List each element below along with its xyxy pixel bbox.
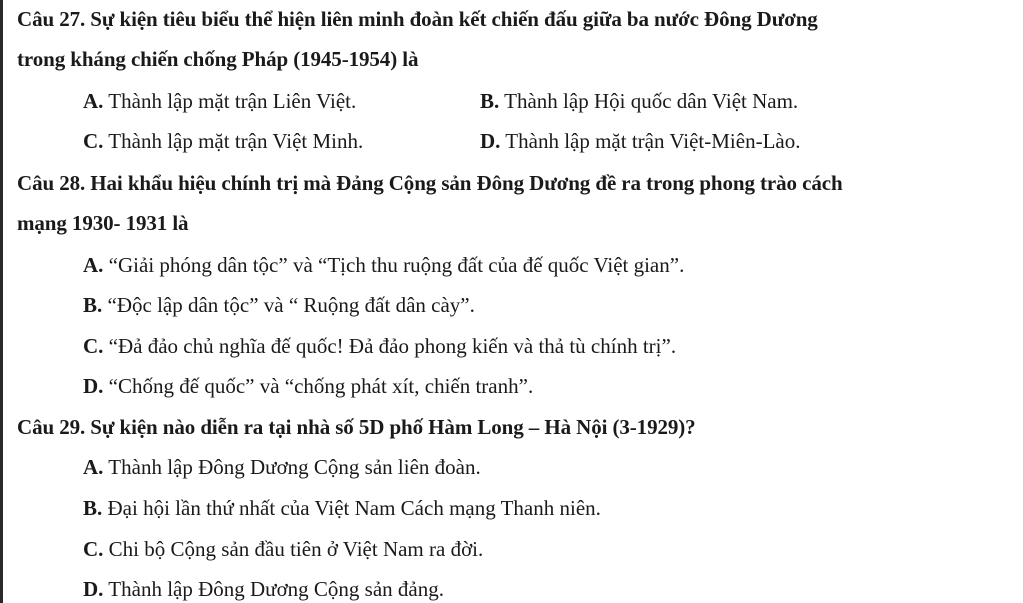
question-27-line-2: trong kháng chiến chống Pháp (1945-1954) là (17, 47, 419, 71)
option-text: “Chống đế quốc” và “chống phát xít, chiến tranh”. (108, 374, 534, 398)
option-text: Thành lập Đông Dương Cộng sản đảng. (108, 577, 444, 601)
option-letter: A. (83, 253, 104, 277)
option-letter: A. (83, 455, 104, 479)
question-27-option-b[interactable] (480, 89, 798, 113)
option-text: “Đả đảo chủ nghĩa đế quốc! Đả đảo phong kiến và thả tù chính trị”. (108, 334, 677, 358)
option-letter: D. (480, 129, 501, 153)
option-letter: C. (83, 537, 104, 561)
question-28-line-2: mạng 1930- 1931 là (17, 211, 189, 235)
option-text: “Độc lập dân tộc” và “ Ruộng đất dân cày”. (107, 293, 475, 317)
option-letter: B. (480, 89, 500, 113)
question-27-option-a[interactable] (83, 89, 356, 113)
option-letter: D. (83, 374, 104, 398)
option-text: Thành lập Đông Dương Cộng sản liên đoàn. (108, 455, 481, 479)
option-text: Thành lập Hội quốc dân Việt Nam. (504, 89, 799, 113)
question-28-option-c[interactable] (83, 334, 676, 358)
option-letter: C. (83, 334, 104, 358)
question-28-option-a[interactable] (83, 253, 684, 277)
question-29-option-c[interactable] (83, 537, 483, 561)
option-letter: A. (83, 89, 104, 113)
question-28-line-1: Câu 28. Hai khẩu hiệu chính trị mà Đảng Cộng sản Đông Dương đề ra trong phong trào cách (17, 171, 843, 195)
option-text: Đại hội lần thứ nhất của Việt Nam Cách mạng Thanh niên. (107, 496, 601, 520)
option-text: Thành lập mặt trận Việt-Miên-Lào. (505, 129, 801, 153)
option-text: Thành lập mặt trận Liên Việt. (108, 89, 357, 113)
question-28-option-b[interactable] (83, 293, 475, 317)
option-letter: D. (83, 577, 104, 601)
option-letter: B. (83, 496, 103, 520)
option-letter: B. (83, 293, 103, 317)
question-29-line-1: Câu 29. Sự kiện nào diễn ra tại nhà số 5D phố Hàm Long – Hà Nội (3-1929)? (17, 415, 696, 439)
question-29-option-b[interactable] (83, 496, 601, 520)
question-27-line-1: Câu 27. Sự kiện tiêu biểu thể hiện liên minh đoàn kết chiến đấu giữa ba nước Đông Dương (17, 7, 818, 31)
option-text: “Giải phóng dân tộc” và “Tịch thu ruộng đất của đế quốc Việt gian”. (108, 253, 685, 277)
option-letter: C. (83, 129, 104, 153)
question-27-option-c[interactable] (83, 129, 363, 153)
option-text: Thành lập mặt trận Việt Minh. (108, 129, 364, 153)
question-29-option-d[interactable] (83, 577, 444, 601)
question-28-option-d[interactable] (83, 374, 533, 398)
question-29-option-a[interactable] (83, 455, 481, 479)
option-text: Chi bộ Cộng sản đầu tiên ở Việt Nam ra đời. (108, 537, 484, 561)
question-27-option-d[interactable] (480, 129, 800, 153)
